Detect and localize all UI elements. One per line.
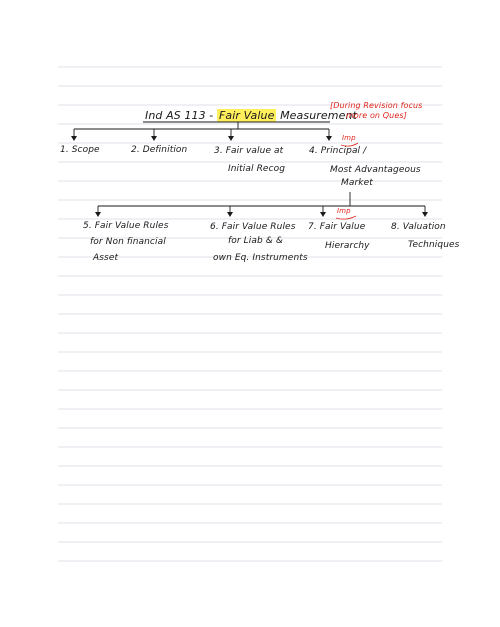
non-financial-asset-line-3: Asset [93, 253, 119, 263]
liab-equity-line-3: own Eq. Instruments [213, 253, 308, 263]
definition-node: 2. Definition [131, 145, 188, 155]
arrowhead-6 [227, 212, 233, 217]
arrowhead-4 [326, 136, 332, 141]
arrowhead-3 [228, 136, 234, 141]
imp-mark-hierarchy: Imp [337, 207, 351, 215]
arrowhead-5 [95, 212, 101, 217]
fair-value-hierarchy-line-2: Hierarchy [325, 241, 370, 251]
arrowhead-1 [71, 136, 77, 141]
non-financial-asset-line-1: 5. Fair Value Rules [83, 221, 169, 231]
principal-market-line-1: 4. Principal / [309, 146, 367, 156]
title-highlight: Fair Value [218, 109, 275, 122]
fair-value-hierarchy-line-1: 7. Fair Value [308, 222, 366, 232]
non-financial-asset-line-2: for Non financial [90, 237, 166, 247]
title-prefix: Ind AS 113 - [145, 109, 217, 122]
fair-value-initial-recog-line-1: 3. Fair value at [214, 146, 284, 156]
valuation-techniques-line-2: Techniques [408, 240, 460, 250]
fair-value-initial-recog-line-2: Initial Recog [228, 164, 286, 174]
scope-node: 1. Scope [60, 145, 100, 155]
arrowhead-8 [422, 212, 428, 217]
revision-note-line-2: more on Ques] [346, 111, 407, 120]
liab-equity-line-1: 6. Fair Value Rules [210, 222, 296, 232]
liab-equity-line-2: for Liab & & [228, 236, 283, 246]
imp-underline-2 [336, 216, 356, 219]
valuation-techniques-line-1: 8. Valuation [391, 222, 446, 232]
imp-mark-principal: Imp [342, 134, 356, 142]
title-suffix: Measurement [276, 109, 357, 122]
principal-market-line-3: Market [341, 178, 373, 188]
arrowhead-2 [151, 136, 157, 141]
principal-market-line-2: Most Advantageous [330, 165, 421, 175]
revision-note-line-1: [During Revision focus [330, 101, 423, 110]
arrowhead-7 [320, 212, 326, 217]
